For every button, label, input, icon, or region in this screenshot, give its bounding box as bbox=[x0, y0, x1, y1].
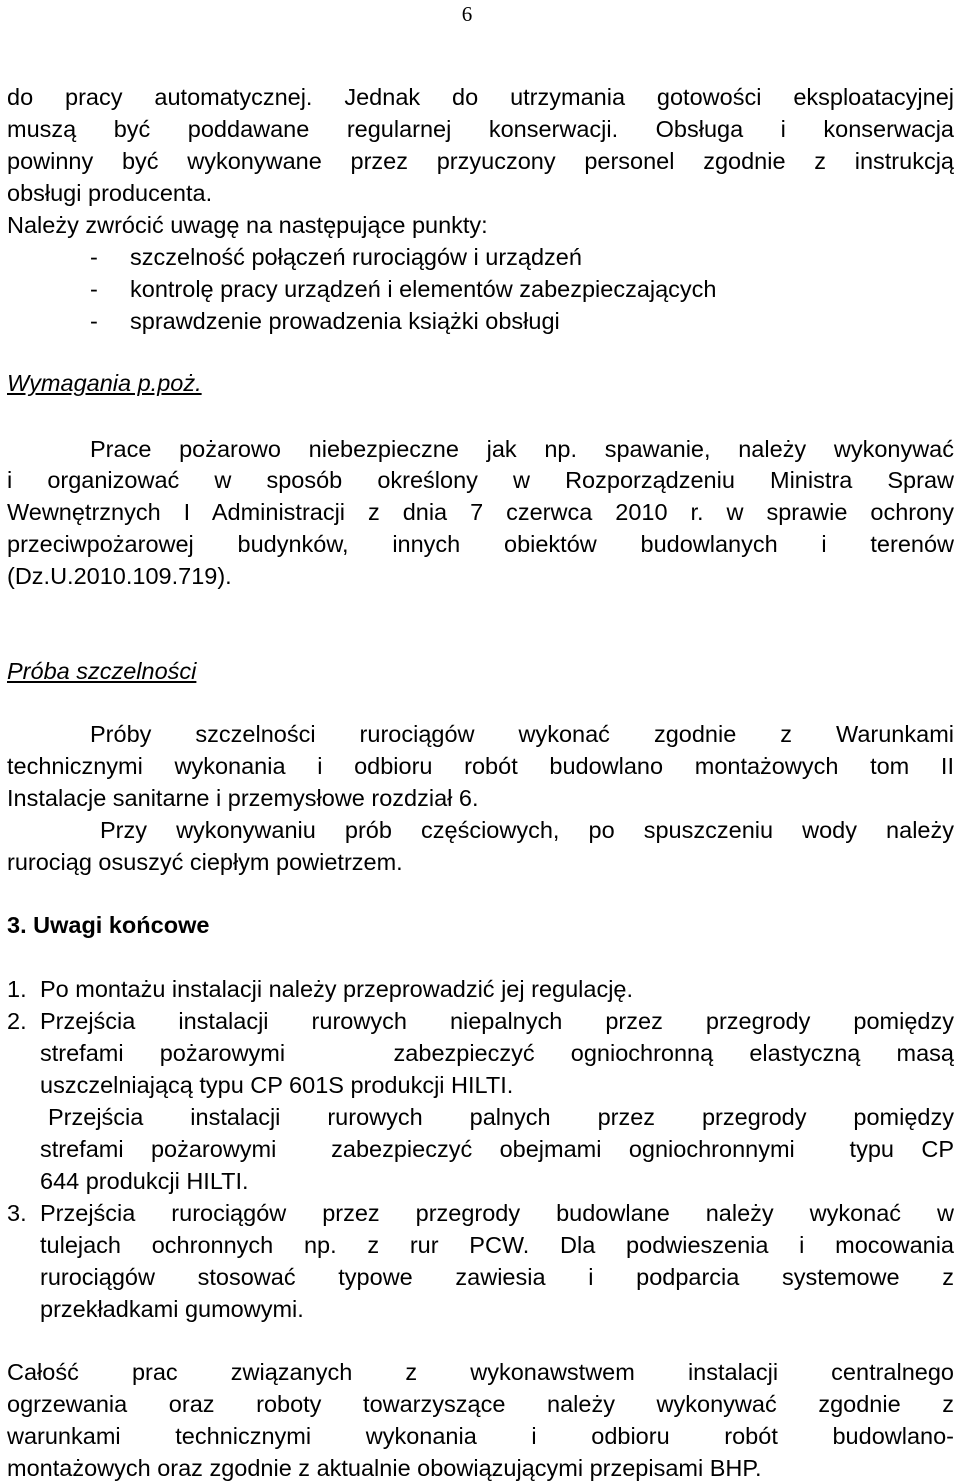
list-item-text: Przejścia instalacji rurowych niepalnych przez przegrody pomiędzy bbox=[40, 1008, 954, 1034]
list-number: 1. bbox=[7, 976, 27, 1002]
paragraph-line: Całość prac związanych z wykonawstwem instalacji centralnego bbox=[7, 1359, 954, 1385]
paragraph-line: Instalacje sanitarne i przemysłowe rozdział 6. bbox=[7, 785, 479, 811]
paragraph-line: obsługi producenta. bbox=[7, 180, 213, 206]
paragraph-line: Wewnętrznych I Administracji z dnia 7 czerwca 2010 r. w sprawie ochrony bbox=[7, 499, 954, 525]
section-heading-tightness: Próba szczelności bbox=[7, 658, 197, 684]
list-number: 2. bbox=[7, 1008, 27, 1034]
paragraph-line: Należy zwrócić uwagę na następujące punkty: bbox=[7, 212, 488, 238]
list-item-text: uszczelniającą typu CP 601S produkcji HILTI. bbox=[40, 1072, 514, 1098]
paragraph-line: montażowych oraz zgodnie z aktualnie obowiązującymi przepisami BHP. bbox=[7, 1455, 762, 1481]
bullet-dash: - bbox=[90, 276, 98, 302]
list-number: 3. bbox=[7, 1200, 27, 1226]
list-item-text: Po montażu instalacji należy przeprowadzić jej regulację. bbox=[40, 976, 634, 1002]
paragraph-line: Próby szczelności rurociągów wykonać zgodnie z Warunkami bbox=[90, 721, 954, 747]
bullet-dash: - bbox=[90, 244, 98, 270]
paragraph-line: rurociąg osuszyć ciepłym powietrzem. bbox=[7, 849, 403, 875]
bullet-text: sprawdzenie prowadzenia książki obsługi bbox=[130, 308, 560, 334]
list-item-text: Przejścia instalacji rurowych palnych przez przegrody pomiędzy bbox=[48, 1104, 954, 1130]
paragraph-line: technicznymi wykonania i odbioru robót budowlano montażowych tom II bbox=[7, 753, 954, 779]
list-item-text: przekładkami gumowymi. bbox=[40, 1296, 304, 1322]
paragraph-line: do pracy automatycznej. Jednak do utrzymania gotowości eksploatacyjnej bbox=[7, 84, 954, 110]
page-number: 6 bbox=[461, 2, 473, 26]
paragraph-line: ogrzewania oraz roboty towarzyszące należy wykonywać zgodnie z bbox=[7, 1391, 954, 1417]
bullet-text: kontrolę pracy urządzeń i elementów zabezpieczających bbox=[130, 276, 717, 302]
paragraph-line: Prace pożarowo niebezpieczne jak np. spawanie, należy wykonywać bbox=[90, 436, 954, 462]
list-item-text: Przejścia rurociągów przez przegrody budowlane należy wykonać w bbox=[40, 1200, 954, 1226]
paragraph-line: i organizować w sposób określony w Rozporządzeniu Ministra Spraw bbox=[7, 467, 954, 493]
section-heading-final: 3. Uwagi końcowe bbox=[7, 912, 210, 938]
paragraph-line: powinny być wykonywane przez przyuczony personel zgodnie z instrukcją bbox=[7, 148, 954, 174]
paragraph-line: przeciwpożarowej budynków, innych obiektów budowlanych i terenów bbox=[7, 531, 954, 557]
list-item-text: tulejach ochronnych np. z rur PCW. Dla podwieszenia i mocowania bbox=[40, 1232, 954, 1258]
paragraph-line: muszą być poddawane regularnej konserwacji. Obsługa i konserwacja bbox=[7, 116, 954, 142]
bullet-text: szczelność połączeń rurociągów i urządzeń bbox=[130, 244, 582, 270]
bullet-dash: - bbox=[90, 308, 98, 334]
list-item-text: 644 produkcji HILTI. bbox=[40, 1168, 249, 1194]
paragraph-line: Przy wykonywaniu prób częściowych, po spuszczeniu wody należy bbox=[100, 817, 954, 843]
paragraph-line: warunkami technicznymi wykonania i odbioru robót budowlano- bbox=[7, 1423, 954, 1449]
list-item-text: strefami pożarowymi zabezpieczyć ogniochronną elastyczną masą bbox=[40, 1040, 954, 1066]
paragraph-line: (Dz.U.2010.109.719). bbox=[7, 563, 232, 589]
list-item-text: strefami pożarowymi zabezpieczyć obejmami ogniochronnymi typu CP bbox=[40, 1136, 954, 1162]
section-heading-fire: Wymagania p.poż. bbox=[7, 370, 202, 396]
list-item-text: rurociągów stosować typowe zawiesia i podparcia systemowe z bbox=[40, 1264, 954, 1290]
